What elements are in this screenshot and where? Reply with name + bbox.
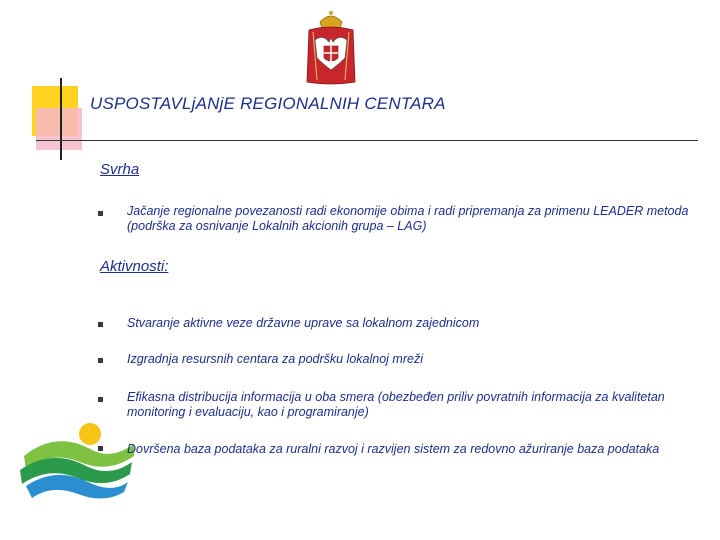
serbian-coat-of-arms-icon bbox=[303, 8, 359, 86]
section-heading-svrha: Svrha bbox=[100, 161, 140, 178]
bullet-text: Stvaranje aktivne veze državne uprave sa lokalnom zajednicom bbox=[127, 316, 480, 330]
decor-pink-square bbox=[36, 108, 82, 150]
square-bullet-icon bbox=[98, 446, 103, 451]
square-bullet-icon bbox=[98, 322, 103, 327]
decor-horizontal-line bbox=[36, 140, 698, 141]
rural-landscape-logo-icon bbox=[16, 404, 136, 504]
section-heading-aktivnosti: Aktivnosti: bbox=[100, 258, 169, 275]
bullet-text: Jačanje regionalne povezanosti radi ekonomije obima i radi pripremanja za primenu LEADER metoda (podrška za osnivanje Lokalnih akcionih grupa – LAG) bbox=[127, 204, 689, 233]
bullet-text: Izgradnja resursnih centara za podršku lokalnoj mreži bbox=[127, 352, 423, 366]
square-bullet-icon bbox=[98, 358, 103, 363]
bullet-text: Dovršena baza podataka za ruralni razvoj i razvijen sistem za redovno ažuriranje baza podataka bbox=[127, 442, 660, 456]
square-bullet-icon bbox=[98, 211, 103, 216]
decor-vertical-line bbox=[60, 78, 62, 160]
square-bullet-icon bbox=[98, 397, 103, 402]
bullet-text: Efikasna distribucija informacija u oba smera (obezbeđen priliv povratnih informacija za kvalitetan monitoring i evaluaciju, kao i programiranje) bbox=[127, 390, 665, 419]
slide-title: USPOSTAVLjANjE REGIONALNIH CENTARA bbox=[90, 94, 446, 113]
